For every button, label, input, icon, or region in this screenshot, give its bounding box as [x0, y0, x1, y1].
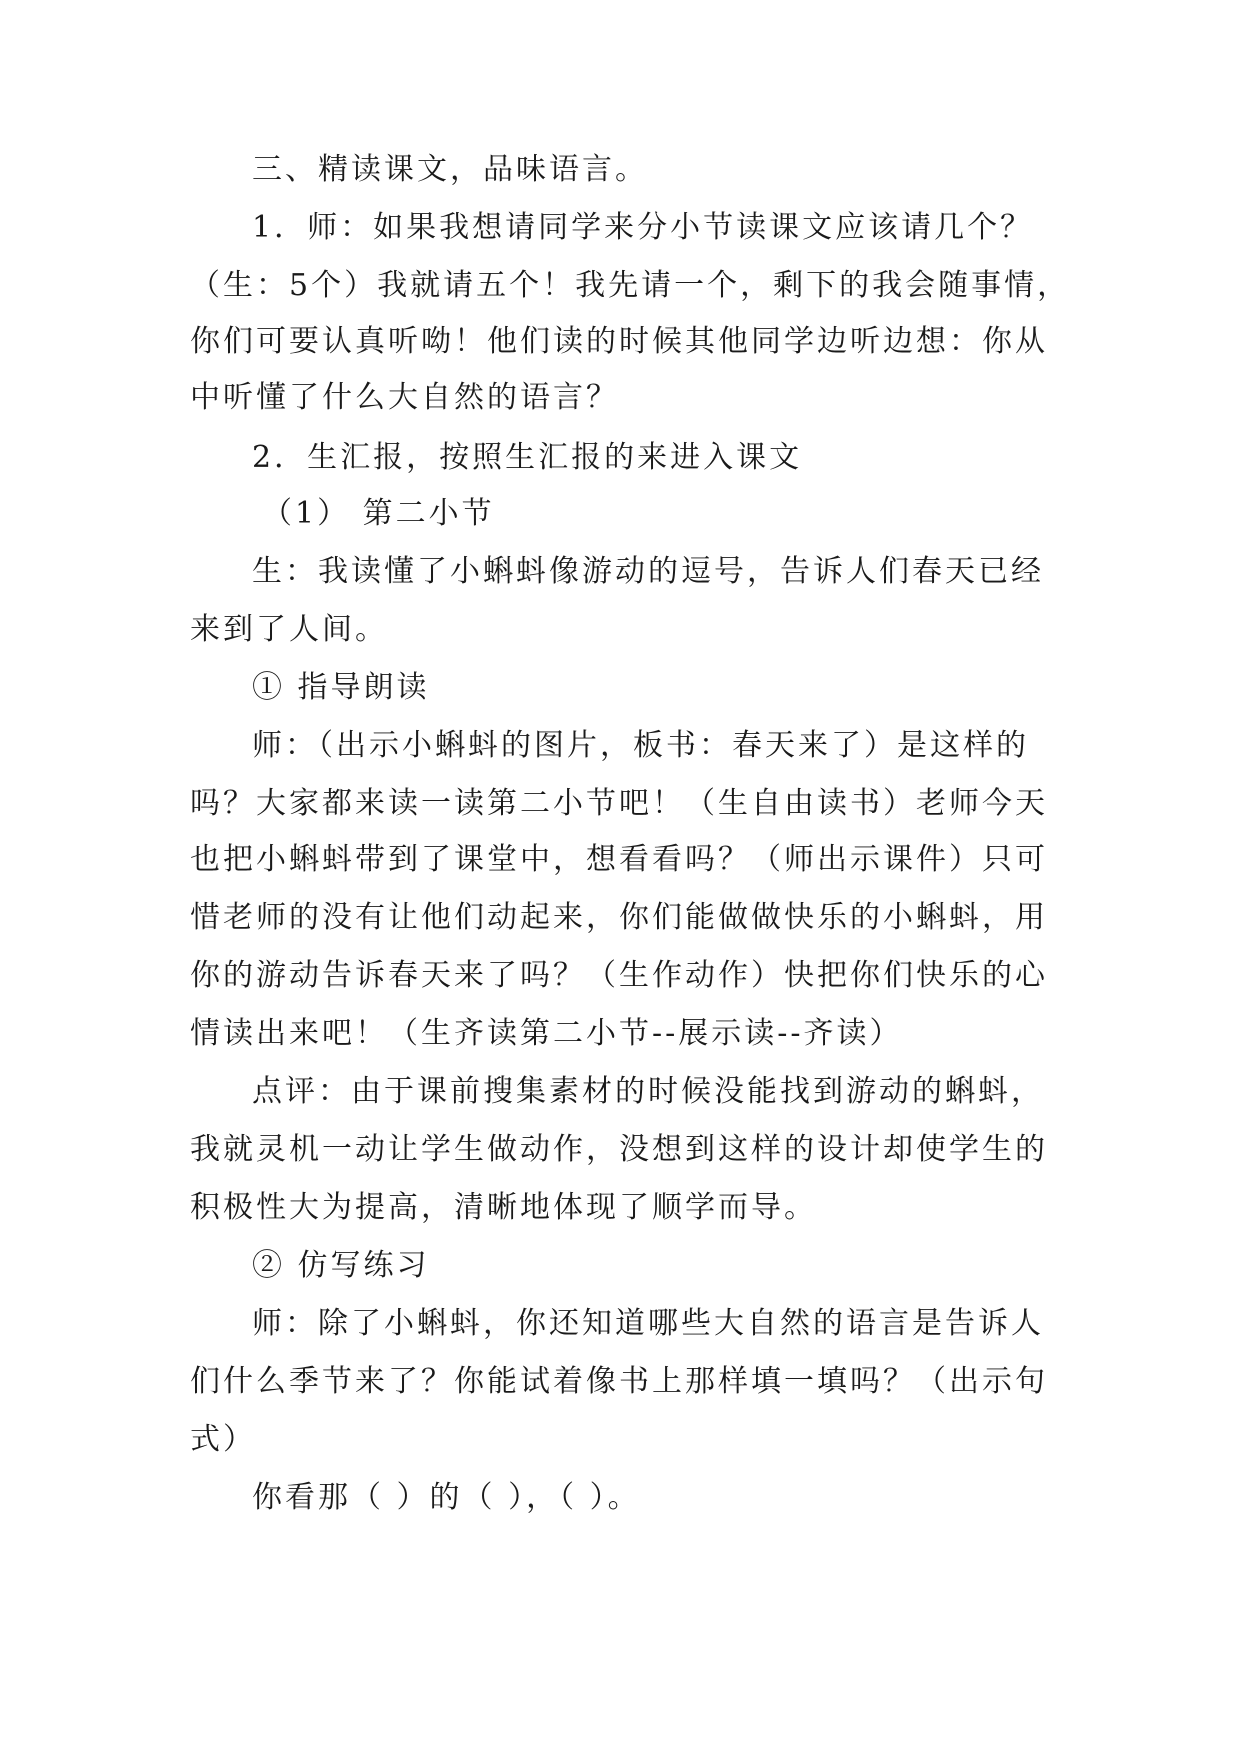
paragraph-line: 惜老师的没有让他们动起来，你们能做做快乐的小蝌蚪，用 — [190, 900, 1048, 935]
paragraph-line: 我就灵机一动让学生做动作，没想到这样的设计却使学生的 — [190, 1132, 1048, 1167]
paragraph-line: 积极性大为提高，清晰地体现了顺学而导。 — [190, 1190, 817, 1225]
paragraph-line: 点评：由于课前搜集素材的时候没能找到游动的蝌蚪， — [252, 1074, 1044, 1109]
item-heading: ① 指导朗读 — [252, 670, 430, 705]
subsection-heading: （1） 第二小节 — [262, 496, 495, 531]
paragraph-line: 1．师：如果我想请同学来分小节读课文应该请几个？ — [252, 210, 1034, 245]
paragraph-line: 情读出来吧！（生齐读第二小节--展示读--齐读） — [190, 1016, 903, 1051]
item-heading: ② 仿写练习 — [252, 1248, 430, 1283]
paragraph-line: 生：我读懂了小蝌蚪像游动的逗号，告诉人们春天已经 — [252, 554, 1044, 589]
paragraph-line: 式） — [190, 1422, 256, 1457]
paragraph-line: 2．生汇报，按照生汇报的来进入课文 — [252, 440, 803, 475]
paragraph-line: 来到了人间。 — [190, 612, 388, 647]
paragraph-line: 也把小蝌蚪带到了课堂中，想看看吗？（师出示课件）只可 — [190, 842, 1048, 877]
paragraph-line: 你看那（ ）的（ ），（ ）。 — [252, 1480, 641, 1515]
section-heading: 三、精读课文，品味语言。 — [252, 152, 648, 187]
paragraph-line: 吗？大家都来读一读第二小节吧！（生自由读书）老师今天 — [190, 786, 1048, 821]
paragraph-line: 师：除了小蝌蚪，你还知道哪些大自然的语言是告诉人 — [252, 1306, 1044, 1341]
paragraph-line: 你的游动告诉春天来了吗？（生作动作）快把你们快乐的心 — [190, 958, 1048, 993]
paragraph-line: 们什么季节来了？你能试着像书上那样填一填吗？（出示句 — [190, 1364, 1048, 1399]
paragraph-line: 师：（出示小蝌蚪的图片，板书：春天来了）是这样的 — [252, 728, 1029, 763]
paragraph-line: 中听懂了什么大自然的语言？ — [190, 380, 619, 415]
paragraph-line: 你们可要认真听呦！他们读的时候其他同学边听边想：你从 — [190, 324, 1048, 359]
paragraph-line: （生：5个）我就请五个！我先请一个，剩下的我会随事情， — [190, 268, 1071, 303]
